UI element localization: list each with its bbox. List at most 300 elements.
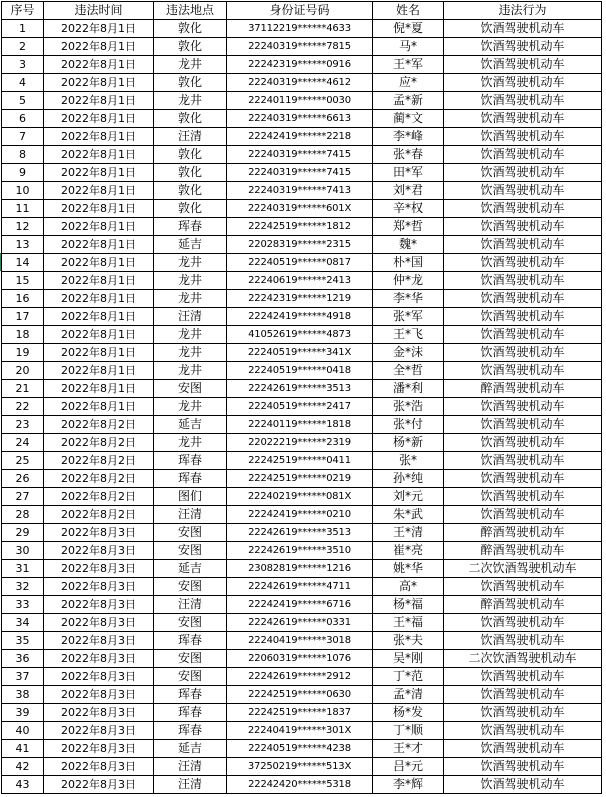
cell-date[interactable]: 2022年8月3日 <box>44 722 154 740</box>
table-row <box>2 398 602 416</box>
cell-name[interactable]: 朴*国 <box>373 254 444 272</box>
table-row <box>2 614 602 632</box>
cell-violation[interactable]: 饮酒驾驶机动车 <box>444 38 602 56</box>
cell-violation[interactable]: 饮酒驾驶机动车 <box>444 110 602 128</box>
cell-id-number[interactable]: 22240519******0418 <box>227 362 373 380</box>
cell-location[interactable]: 敦化 <box>154 38 227 56</box>
cell-location[interactable]: 延吉 <box>154 560 227 578</box>
cell-name[interactable]: 杨*福 <box>373 596 444 614</box>
cell-index[interactable]: 42 <box>2 758 44 776</box>
cell-index[interactable]: 7 <box>2 128 44 146</box>
cell-date[interactable]: 2022年8月1日 <box>44 56 154 74</box>
cell-location[interactable]: 龙井 <box>154 344 227 362</box>
cell-id-number[interactable]: 22242419******4918 <box>227 308 373 326</box>
cell-date[interactable]: 2022年8月3日 <box>44 542 154 560</box>
cell-violation[interactable]: 饮酒驾驶机动车 <box>444 506 602 524</box>
cell-name[interactable]: 李*峰 <box>373 128 444 146</box>
cell-name[interactable]: 王*才 <box>373 740 444 758</box>
cell-name[interactable]: 李*华 <box>373 290 444 308</box>
cell-index[interactable]: 23 <box>2 416 44 434</box>
cell-location[interactable]: 龙井 <box>154 254 227 272</box>
cell-violation[interactable]: 饮酒驾驶机动车 <box>444 128 602 146</box>
cell-violation[interactable]: 饮酒驾驶机动车 <box>444 236 602 254</box>
table-row <box>2 326 602 344</box>
cell-name[interactable]: 蔺*文 <box>373 110 444 128</box>
cell-date[interactable]: 2022年8月1日 <box>44 200 154 218</box>
header-row <box>2 2 602 20</box>
cell-date[interactable]: 2022年8月3日 <box>44 758 154 776</box>
cell-violation[interactable]: 饮酒驾驶机动车 <box>444 434 602 452</box>
cell-violation[interactable]: 饮酒驾驶机动车 <box>444 92 602 110</box>
cell-violation[interactable]: 饮酒驾驶机动车 <box>444 470 602 488</box>
cell-violation[interactable]: 醉酒驾驶机动车 <box>444 524 602 542</box>
table-row <box>2 236 602 254</box>
cell-location[interactable]: 敦化 <box>154 182 227 200</box>
cell-violation[interactable]: 饮酒驾驶机动车 <box>444 578 602 596</box>
violation-table <box>1 1 602 794</box>
cell-id-number[interactable]: 22242419******2218 <box>227 128 373 146</box>
cell-location[interactable]: 龙井 <box>154 272 227 290</box>
cell-date[interactable]: 2022年8月1日 <box>44 380 154 398</box>
cell-id-number[interactable]: 22242619******0331 <box>227 614 373 632</box>
cell-date[interactable]: 2022年8月3日 <box>44 686 154 704</box>
cell-date[interactable]: 2022年8月2日 <box>44 506 154 524</box>
cell-date[interactable]: 2022年8月1日 <box>44 92 154 110</box>
cell-index[interactable]: 24 <box>2 434 44 452</box>
table-row <box>2 542 602 560</box>
cell-violation[interactable]: 饮酒驾驶机动车 <box>444 704 602 722</box>
cell-date[interactable]: 2022年8月3日 <box>44 596 154 614</box>
table-row <box>2 200 602 218</box>
cell-id-number[interactable]: 41052619******4873 <box>227 326 373 344</box>
cell-index[interactable]: 3 <box>2 56 44 74</box>
cell-name[interactable]: 刘*君 <box>373 182 444 200</box>
cell-date[interactable]: 2022年8月1日 <box>44 272 154 290</box>
cell-index[interactable]: 36 <box>2 650 44 668</box>
cell-date[interactable]: 2022年8月1日 <box>44 110 154 128</box>
cell-index[interactable]: 20 <box>2 362 44 380</box>
cell-name[interactable]: 丁*范 <box>373 668 444 686</box>
cell-id-number[interactable]: 22240519******0817 <box>227 254 373 272</box>
header-date[interactable]: 违法时间 <box>44 2 154 20</box>
cell-id-number[interactable]: 22242419******0210 <box>227 506 373 524</box>
cell-location[interactable]: 敦化 <box>154 20 227 38</box>
table-row <box>2 560 602 578</box>
cell-date[interactable]: 2022年8月1日 <box>44 146 154 164</box>
cell-location[interactable]: 安图 <box>154 668 227 686</box>
cell-index[interactable]: 33 <box>2 596 44 614</box>
table-row <box>2 182 602 200</box>
cell-index[interactable]: 43 <box>2 776 44 794</box>
cell-violation[interactable]: 饮酒驾驶机动车 <box>444 488 602 506</box>
cell-location[interactable]: 安图 <box>154 578 227 596</box>
cell-date[interactable]: 2022年8月2日 <box>44 434 154 452</box>
cell-name[interactable]: 杨*新 <box>373 434 444 452</box>
cell-index[interactable]: 26 <box>2 470 44 488</box>
cell-name[interactable]: 应* <box>373 74 444 92</box>
cell-index[interactable]: 22 <box>2 398 44 416</box>
cell-location[interactable]: 安图 <box>154 380 227 398</box>
cell-id-number[interactable]: 22240519******2417 <box>227 398 373 416</box>
cell-location[interactable]: 敦化 <box>154 146 227 164</box>
cell-id-number[interactable]: 22242619******2912 <box>227 668 373 686</box>
cell-location[interactable]: 延吉 <box>154 236 227 254</box>
cell-location[interactable]: 汪清 <box>154 776 227 794</box>
cell-id-number[interactable]: 22242519******0630 <box>227 686 373 704</box>
table-row <box>2 146 602 164</box>
cell-violation[interactable]: 饮酒驾驶机动车 <box>444 254 602 272</box>
cell-date[interactable]: 2022年8月1日 <box>44 74 154 92</box>
table-row <box>2 668 602 686</box>
table-row <box>2 362 602 380</box>
cell-violation[interactable]: 饮酒驾驶机动车 <box>444 362 602 380</box>
cell-name[interactable]: 全*哲 <box>373 362 444 380</box>
cell-index[interactable]: 18 <box>2 326 44 344</box>
cell-id-number[interactable]: 22242619******4711 <box>227 578 373 596</box>
cell-index[interactable]: 21 <box>2 380 44 398</box>
cell-index[interactable]: 8 <box>2 146 44 164</box>
cell-name[interactable]: 王*清 <box>373 524 444 542</box>
cell-location[interactable]: 敦化 <box>154 74 227 92</box>
cell-id-number[interactable]: 22242519******1837 <box>227 704 373 722</box>
cell-violation[interactable]: 饮酒驾驶机动车 <box>444 632 602 650</box>
cell-id-number[interactable]: 22240619******2413 <box>227 272 373 290</box>
cell-name[interactable]: 田*军 <box>373 164 444 182</box>
cell-name[interactable]: 郑*哲 <box>373 218 444 236</box>
table-row <box>2 488 602 506</box>
cell-name[interactable]: 吴*刚 <box>373 650 444 668</box>
table-row <box>2 704 602 722</box>
cell-name[interactable]: 张*付 <box>373 416 444 434</box>
cell-index[interactable]: 9 <box>2 164 44 182</box>
cell-id-number[interactable]: 22060319******1076 <box>227 650 373 668</box>
header-violation[interactable]: 违法行为 <box>444 2 602 20</box>
cell-violation[interactable]: 饮酒驾驶机动车 <box>444 56 602 74</box>
cell-location[interactable]: 安图 <box>154 524 227 542</box>
cell-date[interactable]: 2022年8月1日 <box>44 236 154 254</box>
cell-index[interactable]: 2 <box>2 38 44 56</box>
cell-index[interactable]: 19 <box>2 344 44 362</box>
cell-location[interactable]: 汪清 <box>154 128 227 146</box>
cell-date[interactable]: 2022年8月1日 <box>44 164 154 182</box>
cell-date[interactable]: 2022年8月2日 <box>44 488 154 506</box>
cell-index[interactable]: 38 <box>2 686 44 704</box>
cell-location[interactable]: 龙井 <box>154 326 227 344</box>
cell-violation[interactable]: 饮酒驾驶机动车 <box>444 740 602 758</box>
cell-index[interactable]: 27 <box>2 488 44 506</box>
cell-violation[interactable]: 醉酒驾驶机动车 <box>444 596 602 614</box>
cell-name[interactable]: 姚*华 <box>373 560 444 578</box>
cell-violation[interactable]: 饮酒驾驶机动车 <box>444 614 602 632</box>
cell-id-number[interactable]: 22240419******3018 <box>227 632 373 650</box>
cell-id-number[interactable]: 37112219******4633 <box>227 20 373 38</box>
cell-violation[interactable]: 醉酒驾驶机动车 <box>444 542 602 560</box>
cell-index[interactable]: 29 <box>2 524 44 542</box>
cell-violation[interactable]: 饮酒驾驶机动车 <box>444 218 602 236</box>
cell-date[interactable]: 2022年8月1日 <box>44 398 154 416</box>
table-row <box>2 470 602 488</box>
cell-index[interactable]: 39 <box>2 704 44 722</box>
cell-index[interactable]: 28 <box>2 506 44 524</box>
cell-date[interactable]: 2022年8月1日 <box>44 290 154 308</box>
cell-location[interactable]: 延吉 <box>154 416 227 434</box>
table-row <box>2 74 602 92</box>
table-row <box>2 578 602 596</box>
cell-index[interactable]: 15 <box>2 272 44 290</box>
cell-date[interactable]: 2022年8月3日 <box>44 740 154 758</box>
cell-date[interactable]: 2022年8月3日 <box>44 776 154 794</box>
cell-id-number[interactable]: 22240119******1818 <box>227 416 373 434</box>
cell-location[interactable]: 龙井 <box>154 92 227 110</box>
cell-date[interactable]: 2022年8月3日 <box>44 578 154 596</box>
cell-id-number[interactable]: 22240319******601X <box>227 200 373 218</box>
cell-index[interactable]: 17 <box>2 308 44 326</box>
cell-name[interactable]: 马* <box>373 38 444 56</box>
cell-date[interactable]: 2022年8月1日 <box>44 128 154 146</box>
cell-name[interactable]: 仲*龙 <box>373 272 444 290</box>
cell-id-number[interactable]: 23082819******1216 <box>227 560 373 578</box>
cell-violation[interactable]: 饮酒驾驶机动车 <box>444 416 602 434</box>
cell-date[interactable]: 2022年8月3日 <box>44 650 154 668</box>
cell-name[interactable]: 倪*夏 <box>373 20 444 38</box>
table-row <box>2 56 602 74</box>
cell-index[interactable]: 12 <box>2 218 44 236</box>
cell-index[interactable]: 1 <box>2 20 44 38</box>
header-index[interactable]: 序号 <box>2 2 44 20</box>
cell-name[interactable]: 潘*利 <box>373 380 444 398</box>
cell-id-number[interactable]: 22242619******3513 <box>227 380 373 398</box>
cell-location[interactable]: 延吉 <box>154 740 227 758</box>
cell-id-number[interactable]: 22240519******4238 <box>227 740 373 758</box>
cell-index[interactable]: 31 <box>2 560 44 578</box>
cell-date[interactable]: 2022年8月1日 <box>44 20 154 38</box>
cell-date[interactable]: 2022年8月3日 <box>44 632 154 650</box>
cell-date[interactable]: 2022年8月1日 <box>44 362 154 380</box>
table-row <box>2 38 602 56</box>
table-row <box>2 380 602 398</box>
cell-id-number[interactable]: 22242319******1219 <box>227 290 373 308</box>
cell-index[interactable]: 40 <box>2 722 44 740</box>
cell-name[interactable]: 王*福 <box>373 614 444 632</box>
cell-date[interactable]: 2022年8月2日 <box>44 452 154 470</box>
cell-id-number[interactable]: 22240319******4612 <box>227 74 373 92</box>
cell-index[interactable]: 16 <box>2 290 44 308</box>
cell-violation[interactable]: 二次饮酒驾驶机动车 <box>444 560 602 578</box>
cell-id-number[interactable]: 22242519******0219 <box>227 470 373 488</box>
cell-date[interactable]: 2022年8月1日 <box>44 326 154 344</box>
cell-index[interactable]: 14 <box>2 254 44 272</box>
cell-violation[interactable]: 饮酒驾驶机动车 <box>444 776 602 794</box>
cell-location[interactable]: 珲春 <box>154 686 227 704</box>
cell-name[interactable]: 辛*权 <box>373 200 444 218</box>
cell-location[interactable]: 汪清 <box>154 596 227 614</box>
cell-location[interactable]: 安图 <box>154 614 227 632</box>
cell-violation[interactable]: 饮酒驾驶机动车 <box>444 182 602 200</box>
table-row <box>2 92 602 110</box>
cell-index[interactable]: 11 <box>2 200 44 218</box>
cell-location[interactable]: 龙井 <box>154 56 227 74</box>
cell-name[interactable]: 朱*武 <box>373 506 444 524</box>
cell-location[interactable]: 安图 <box>154 542 227 560</box>
cell-location[interactable]: 珲春 <box>154 704 227 722</box>
cell-name[interactable]: 杨*发 <box>373 704 444 722</box>
cell-id-number[interactable]: 22242519******0411 <box>227 452 373 470</box>
cell-violation[interactable]: 饮酒驾驶机动车 <box>444 164 602 182</box>
cell-id-number[interactable]: 22240319******7415 <box>227 164 373 182</box>
cell-location[interactable]: 珲春 <box>154 632 227 650</box>
table-row <box>2 650 602 668</box>
cell-violation[interactable]: 饮酒驾驶机动车 <box>444 74 602 92</box>
cell-date[interactable]: 2022年8月3日 <box>44 704 154 722</box>
table-row <box>2 218 602 236</box>
cell-name[interactable]: 高* <box>373 578 444 596</box>
cell-violation[interactable]: 饮酒驾驶机动车 <box>444 20 602 38</box>
cell-index[interactable]: 5 <box>2 92 44 110</box>
cell-violation[interactable]: 饮酒驾驶机动车 <box>444 722 602 740</box>
cell-violation[interactable]: 饮酒驾驶机动车 <box>444 344 602 362</box>
cell-id-number[interactable]: 22240319******6613 <box>227 110 373 128</box>
cell-name[interactable]: 崔*亮 <box>373 542 444 560</box>
cell-index[interactable]: 41 <box>2 740 44 758</box>
cell-location[interactable]: 珲春 <box>154 722 227 740</box>
cell-index[interactable]: 35 <box>2 632 44 650</box>
cell-index[interactable]: 10 <box>2 182 44 200</box>
header-name[interactable]: 姓名 <box>373 2 444 20</box>
cell-date[interactable]: 2022年8月2日 <box>44 416 154 434</box>
cell-id-number[interactable]: 22240319******7415 <box>227 146 373 164</box>
cell-location[interactable]: 龙井 <box>154 290 227 308</box>
cell-name[interactable]: 孙*纯 <box>373 470 444 488</box>
cell-id-number[interactable]: 22242420******5318 <box>227 776 373 794</box>
cell-name[interactable]: 张*春 <box>373 146 444 164</box>
cell-date[interactable]: 2022年8月1日 <box>44 344 154 362</box>
cell-id-number[interactable]: 22242619******3510 <box>227 542 373 560</box>
cell-name[interactable]: 张*军 <box>373 308 444 326</box>
cell-location[interactable]: 汪清 <box>154 758 227 776</box>
cell-name[interactable]: 张* <box>373 452 444 470</box>
cell-date[interactable]: 2022年8月3日 <box>44 560 154 578</box>
cell-name[interactable]: 张*夫 <box>373 632 444 650</box>
cell-id-number[interactable]: 22242319******0916 <box>227 56 373 74</box>
table-body <box>2 20 602 794</box>
table-row <box>2 290 602 308</box>
header-id-number[interactable]: 身份证号码 <box>227 2 373 20</box>
cell-violation[interactable]: 饮酒驾驶机动车 <box>444 200 602 218</box>
table-row <box>2 452 602 470</box>
table-row <box>2 722 602 740</box>
cell-index[interactable]: 37 <box>2 668 44 686</box>
cell-index[interactable]: 32 <box>2 578 44 596</box>
cell-id-number[interactable]: 22242619******3513 <box>227 524 373 542</box>
cell-name[interactable]: 金*沫 <box>373 344 444 362</box>
cell-location[interactable]: 珲春 <box>154 470 227 488</box>
cell-date[interactable]: 2022年8月1日 <box>44 218 154 236</box>
cell-name[interactable]: 孟*清 <box>373 686 444 704</box>
table-row <box>2 344 602 362</box>
cell-id-number[interactable]: 37250219******513X <box>227 758 373 776</box>
cell-date[interactable]: 2022年8月1日 <box>44 308 154 326</box>
cell-id-number[interactable]: 22240219******081X <box>227 488 373 506</box>
cell-id-number[interactable]: 22240419******301X <box>227 722 373 740</box>
table-row <box>2 524 602 542</box>
cell-violation[interactable]: 二次饮酒驾驶机动车 <box>444 650 602 668</box>
cell-name[interactable]: 魏* <box>373 236 444 254</box>
cell-violation[interactable]: 醉酒驾驶机动车 <box>444 380 602 398</box>
cell-location[interactable]: 图们 <box>154 488 227 506</box>
cell-name[interactable]: 孟*新 <box>373 92 444 110</box>
cell-name[interactable]: 王*飞 <box>373 326 444 344</box>
table-row <box>2 20 602 38</box>
cell-index[interactable]: 13 <box>2 236 44 254</box>
cell-date[interactable]: 2022年8月3日 <box>44 614 154 632</box>
cell-date[interactable]: 2022年8月2日 <box>44 470 154 488</box>
cell-date[interactable]: 2022年8月1日 <box>44 182 154 200</box>
table-row <box>2 416 602 434</box>
cell-name[interactable]: 刘*元 <box>373 488 444 506</box>
cell-location[interactable]: 龙井 <box>154 398 227 416</box>
cell-id-number[interactable]: 22240519******341X <box>227 344 373 362</box>
cell-date[interactable]: 2022年8月3日 <box>44 668 154 686</box>
cell-location[interactable]: 珲春 <box>154 452 227 470</box>
cell-id-number[interactable]: 22022219******2319 <box>227 434 373 452</box>
table-row <box>2 110 602 128</box>
cell-date[interactable]: 2022年8月3日 <box>44 524 154 542</box>
cell-date[interactable]: 2022年8月1日 <box>44 38 154 56</box>
cell-violation[interactable]: 饮酒驾驶机动车 <box>444 290 602 308</box>
table-row <box>2 272 602 290</box>
cell-violation[interactable]: 饮酒驾驶机动车 <box>444 146 602 164</box>
cell-index[interactable]: 34 <box>2 614 44 632</box>
table-row <box>2 740 602 758</box>
cell-index[interactable]: 25 <box>2 452 44 470</box>
cell-name[interactable]: 李*辉 <box>373 776 444 794</box>
cell-index[interactable]: 4 <box>2 74 44 92</box>
cell-violation[interactable]: 饮酒驾驶机动车 <box>444 398 602 416</box>
cell-location[interactable]: 珲春 <box>154 218 227 236</box>
cell-violation[interactable]: 饮酒驾驶机动车 <box>444 686 602 704</box>
cell-location[interactable]: 敦化 <box>154 110 227 128</box>
cell-location[interactable]: 龙井 <box>154 362 227 380</box>
cell-location[interactable]: 安图 <box>154 650 227 668</box>
cell-name[interactable]: 丁*顺 <box>373 722 444 740</box>
cell-violation[interactable]: 饮酒驾驶机动车 <box>444 272 602 290</box>
cell-location[interactable]: 汪清 <box>154 506 227 524</box>
cell-name[interactable]: 吕*元 <box>373 758 444 776</box>
cell-id-number[interactable]: 22028319******2315 <box>227 236 373 254</box>
cell-name[interactable]: 张*浩 <box>373 398 444 416</box>
cell-id-number[interactable]: 22240319******7413 <box>227 182 373 200</box>
cell-violation[interactable]: 饮酒驾驶机动车 <box>444 326 602 344</box>
cell-violation[interactable]: 饮酒驾驶机动车 <box>444 668 602 686</box>
cell-violation[interactable]: 饮酒驾驶机动车 <box>444 308 602 326</box>
cell-id-number[interactable]: 22240119******0030 <box>227 92 373 110</box>
cell-location[interactable]: 敦化 <box>154 164 227 182</box>
cell-violation[interactable]: 饮酒驾驶机动车 <box>444 452 602 470</box>
cell-violation[interactable]: 饮酒驾驶机动车 <box>444 758 602 776</box>
cell-name[interactable]: 王*军 <box>373 56 444 74</box>
header-location[interactable]: 违法地点 <box>154 2 227 20</box>
cell-index[interactable]: 6 <box>2 110 44 128</box>
cell-id-number[interactable]: 22240319******7815 <box>227 38 373 56</box>
cell-id-number[interactable]: 22242519******1812 <box>227 218 373 236</box>
cell-id-number[interactable]: 22242419******6716 <box>227 596 373 614</box>
cell-location[interactable]: 龙井 <box>154 434 227 452</box>
table-row <box>2 758 602 776</box>
cell-date[interactable]: 2022年8月1日 <box>44 254 154 272</box>
cell-location[interactable]: 敦化 <box>154 200 227 218</box>
cell-index[interactable]: 30 <box>2 542 44 560</box>
cell-location[interactable]: 汪清 <box>154 308 227 326</box>
